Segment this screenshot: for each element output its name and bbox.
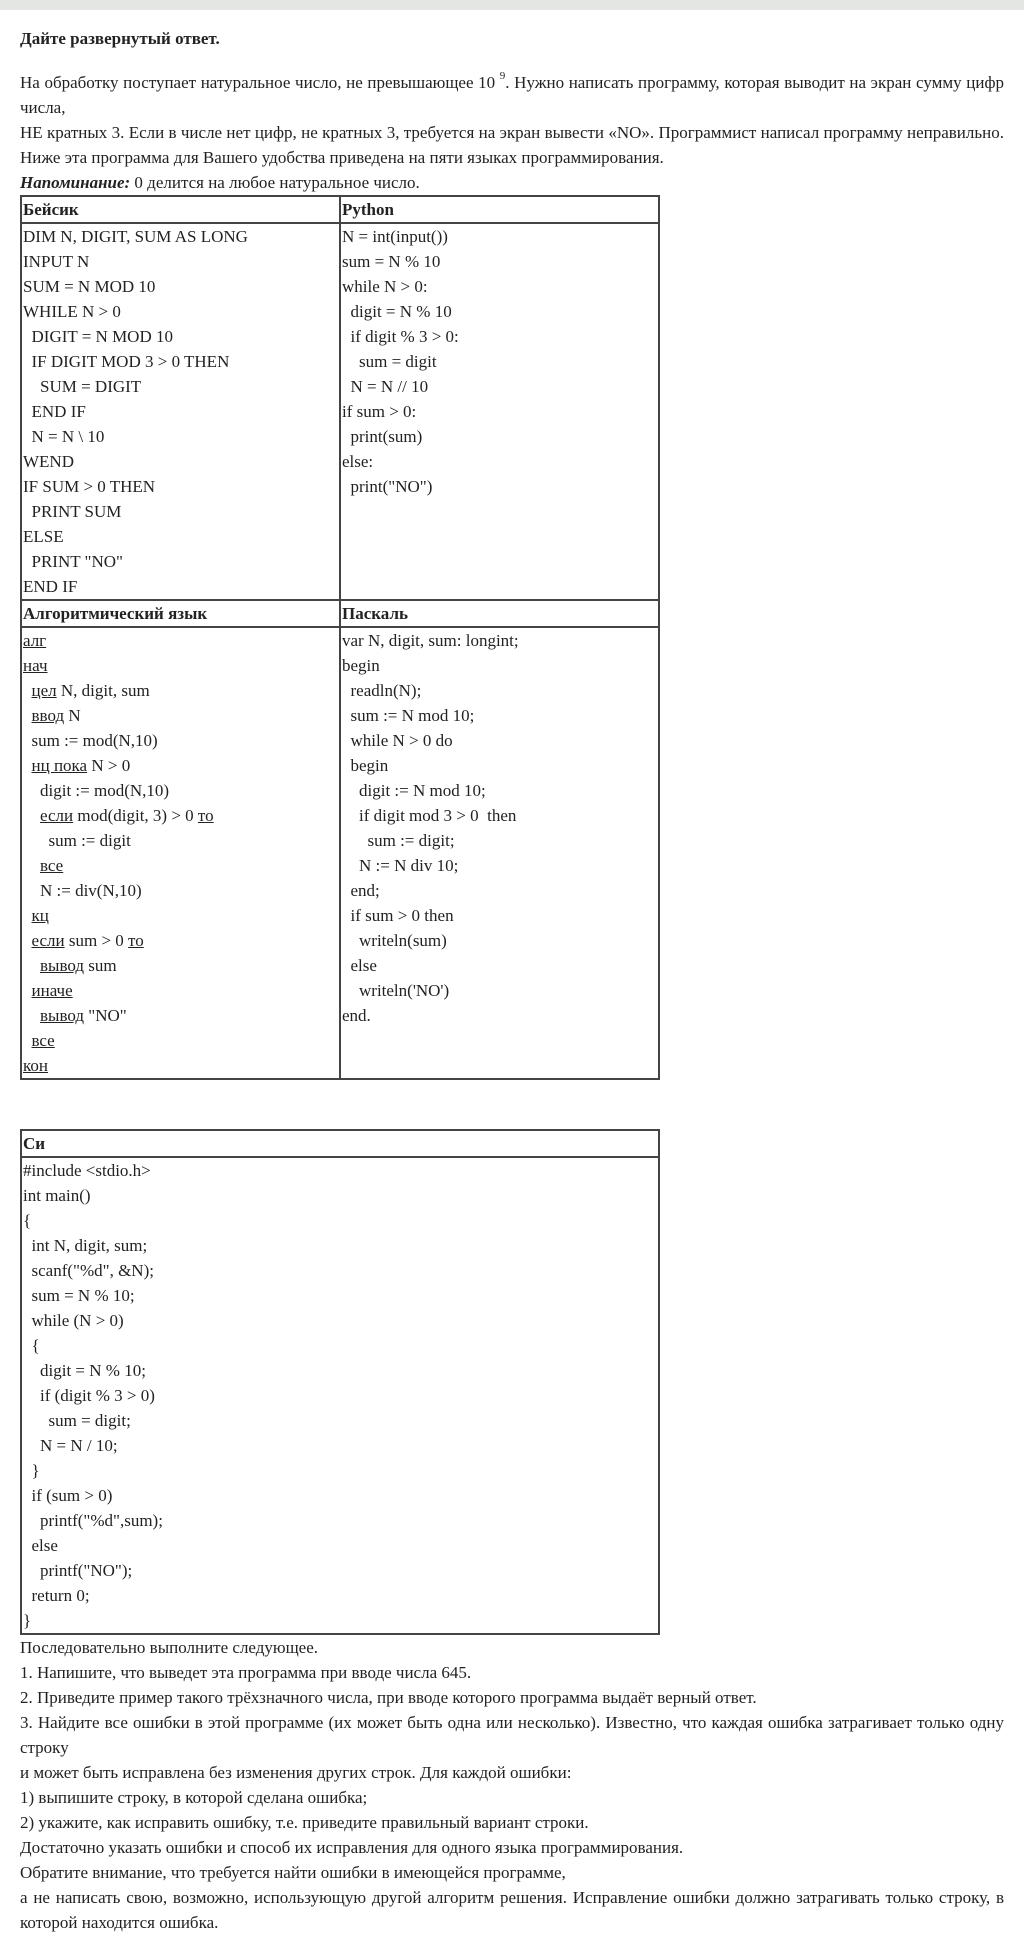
algo-text: N [64,706,81,725]
c-code-line: else [23,1536,58,1555]
c-code [21,1157,659,1634]
algo-code-line [23,753,339,778]
pascal-code-line: writeln(sum) [342,931,447,950]
algo-code-line [23,653,339,678]
table-code-row [21,627,659,1079]
algo-text: sum := digit [23,831,131,850]
c-code-line: digit = N % 10; [23,1361,146,1380]
algo-keyword: иначе [31,981,73,1000]
pascal-code-line: sum := N mod 10; [342,706,475,725]
intro-text-cont: . Нужно написать программу, которая выводит на экран сумму цифр числа, [20,73,1004,117]
algo-code-line [23,803,339,828]
task-line: 1. Напишите, что выведет эта программа при вводе числа 645. [20,1663,472,1682]
c-code-line: { [23,1211,32,1230]
python-code [340,223,659,600]
algo-text [23,806,40,825]
basic-code-line: WEND [23,452,74,471]
intro-line-2: НЕ кратных 3. Если в числе нет цифр, не кратных 3, требуется на экран вывести «NO». Программист написал программу неправильно. Ниже эта программа для Вашего удобства приведена на пяти языках программирования. [20,123,1004,167]
basic-code-line: SUM = DIGIT [23,377,142,396]
c-code-line: int main() [23,1186,91,1205]
basic-code-line: END IF [23,577,78,596]
c-code-line: int N, digit, sum; [23,1236,148,1255]
task-line: Обратите внимание, что требуется найти ошибки в имеющейся программе, [20,1863,566,1882]
algo-text [23,956,40,975]
task-line: 3. Найдите все ошибки в этой программе (их может быть одна или несколько). Известно, что каждая ошибка затрагивает только одну строку [20,1713,1004,1757]
algo-text [23,756,32,775]
c-code-line: printf("NO"); [23,1561,133,1580]
pascal-code-line: writeln('NO') [342,981,450,1000]
task-line: Последовательно выполните следующее. [20,1638,319,1657]
algo-code-line [23,1003,339,1028]
python-code-line: if sum > 0: [342,402,417,421]
algo-code-line [23,828,339,853]
task-instructions [20,1635,1004,1935]
algo-text [23,1006,40,1025]
algo-keyword: алг [23,631,47,650]
c-code-line: N = N / 10; [23,1436,118,1455]
algo-keyword: цел [31,681,57,700]
python-code-line: else: [342,452,374,471]
pascal-code-line: while N > 0 do [342,731,453,750]
table-code-row [21,223,659,600]
algo-keyword: ввод [31,706,65,725]
algo-text: N, digit, sum [56,681,150,700]
reminder [20,170,1004,195]
python-code-line: print(sum) [342,427,423,446]
algo-text: N := div(N,10) [23,881,142,900]
code-table-2 [20,1129,660,1635]
algo-keyword: вывод [40,956,85,975]
algo-text [23,856,40,875]
task-line: Достаточно указать ошибки и способ их исправления для одного языка программирования. [20,1838,684,1857]
algo-text [23,706,32,725]
intro-text: На обработку поступает натуральное число, не превышающее 10 [20,73,500,92]
basic-code-line: IF DIGIT MOD 3 > 0 THEN [23,352,230,371]
reminder-label: Напоминание: [20,173,131,192]
column-title-python: Python [340,196,659,223]
c-code-line: { [23,1336,40,1355]
table-header-row [21,196,659,223]
basic-code-line: N = N \ 10 [23,427,105,446]
algo-code-line [23,728,339,753]
c-code-line: } [23,1611,32,1630]
algo-keyword: все [31,1031,55,1050]
pascal-code-line: begin [342,756,389,775]
c-code-line: #include <stdio.h> [23,1161,151,1180]
pascal-code [340,627,659,1079]
basic-code-line: END IF [23,402,86,421]
basic-code-line: PRINT "NO" [23,552,123,571]
python-code-line: digit = N % 10 [342,302,452,321]
exponent: 9 [499,70,506,83]
table-header-row [21,1130,659,1157]
algo-text: N > 0 [87,756,131,775]
algo-code-line [23,778,339,803]
basic-code [21,223,340,600]
algo-keyword: если [40,806,74,825]
pascal-code-line: if sum > 0 then [342,906,454,925]
c-code-line: if (sum > 0) [23,1486,113,1505]
python-code-line: print("NO") [342,477,433,496]
algo-text: digit := mod(N,10) [23,781,170,800]
task-header: Дайте развернутый ответ. [20,29,220,48]
task-line: 1) выпишите строку, в которой сделана ошибка; [20,1788,368,1807]
algo-text: "NO" [84,1006,127,1025]
table-code-row [21,1157,659,1634]
algo-code-line [23,953,339,978]
algo-keyword: нц пока [31,756,88,775]
python-code-line: sum = N % 10 [342,252,441,271]
basic-code-line: PRINT SUM [23,502,122,521]
algo-keyword: нач [23,656,48,675]
algo-text: sum > 0 [64,931,129,950]
reminder-text: 0 делится на любое натуральное число. [130,173,420,192]
algo-text: mod(digit, 3) > 0 [73,806,198,825]
pascal-code-line: end; [342,881,380,900]
c-code-line: sum = digit; [23,1411,131,1430]
algo-text [23,981,32,1000]
algo-text: sum [84,956,117,975]
task-intro [20,70,1004,195]
pascal-code-line: begin [342,656,380,675]
top-bar [0,0,1024,10]
python-code-line: if digit % 3 > 0: [342,327,459,346]
python-code-line: N = N // 10 [342,377,429,396]
column-title-c: Си [21,1130,659,1157]
c-code-line: if (digit % 3 > 0) [23,1386,155,1405]
pascal-code-line: sum := digit; [342,831,455,850]
python-code-line: sum = digit [342,352,437,371]
algo-text [23,931,32,950]
pascal-code-line: digit := N mod 10; [342,781,486,800]
algo-code-line [23,1053,339,1078]
algo-keyword: если [31,931,65,950]
algo-code-line [23,628,339,653]
pascal-code-line: N := N div 10; [342,856,459,875]
algo-text [23,681,32,700]
c-code-line: scanf("%d", &N); [23,1261,154,1280]
task-line: 2) укажите, как исправить ошибку, т.е. приведите правильный вариант строки. [20,1813,589,1832]
column-title-pascal: Паскаль [340,600,659,627]
pascal-code-line: if digit mod 3 > 0 then [342,806,517,825]
algo-keyword: то [197,806,214,825]
code-table-1 [20,195,660,1080]
task-page [0,27,1024,1935]
basic-code-line: IF SUM > 0 THEN [23,477,156,496]
c-code-line: sum = N % 10; [23,1286,135,1305]
algo-keyword: то [128,931,144,950]
task-line: 2. Приведите пример такого трёхзначного числа, при вводе которого программа выдаёт верный ответ. [20,1688,757,1707]
c-code-line: return 0; [23,1586,90,1605]
c-code-line: while (N > 0) [23,1311,124,1330]
algo-code-line [23,878,339,903]
algo-code [21,627,340,1079]
algo-code-line [23,703,339,728]
algo-text: sum := mod(N,10) [23,731,158,750]
basic-code-line: ELSE [23,527,64,546]
c-code-line: } [23,1461,40,1480]
pascal-code-line: readln(N); [342,681,422,700]
algo-code-line [23,978,339,1003]
column-title-algo: Алгоритмический язык [21,600,340,627]
algo-text [23,1031,32,1050]
algo-keyword: кон [23,1056,48,1075]
algo-keyword: кц [31,906,49,925]
algo-code-line [23,1028,339,1053]
basic-code-line: SUM = N MOD 10 [23,277,156,296]
task-line: и может быть исправлена без изменения других строк. Для каждой ошибки: [20,1763,572,1782]
pascal-code-line: end. [342,1006,371,1025]
algo-text [23,906,32,925]
python-code-line: N = int(input()) [342,227,448,246]
basic-code-line: DIM N, DIGIT, SUM AS LONG [23,227,248,246]
basic-code-line: DIGIT = N MOD 10 [23,327,173,346]
algo-keyword: все [40,856,64,875]
python-code-line: while N > 0: [342,277,428,296]
intro-line-1 [20,70,1004,120]
algo-code-line [23,678,339,703]
spacer [20,1080,1004,1129]
c-code-line: printf("%d",sum); [23,1511,163,1530]
algo-code-line [23,853,339,878]
algo-code-line [23,903,339,928]
basic-code-line: WHILE N > 0 [23,302,121,321]
task-line: а не написать свою, возможно, использующую другой алгоритм решения. Исправление ошибки должно затрагивать только строку, в которой находится ошибка. [20,1888,1004,1932]
pascal-code-line: var N, digit, sum: longint; [342,631,519,650]
column-title-basic: Бейсик [21,196,340,223]
algo-keyword: вывод [40,1006,85,1025]
table-header-row [21,600,659,627]
pascal-code-line: else [342,956,377,975]
basic-code-line: INPUT N [23,252,90,271]
algo-code-line [23,928,339,953]
